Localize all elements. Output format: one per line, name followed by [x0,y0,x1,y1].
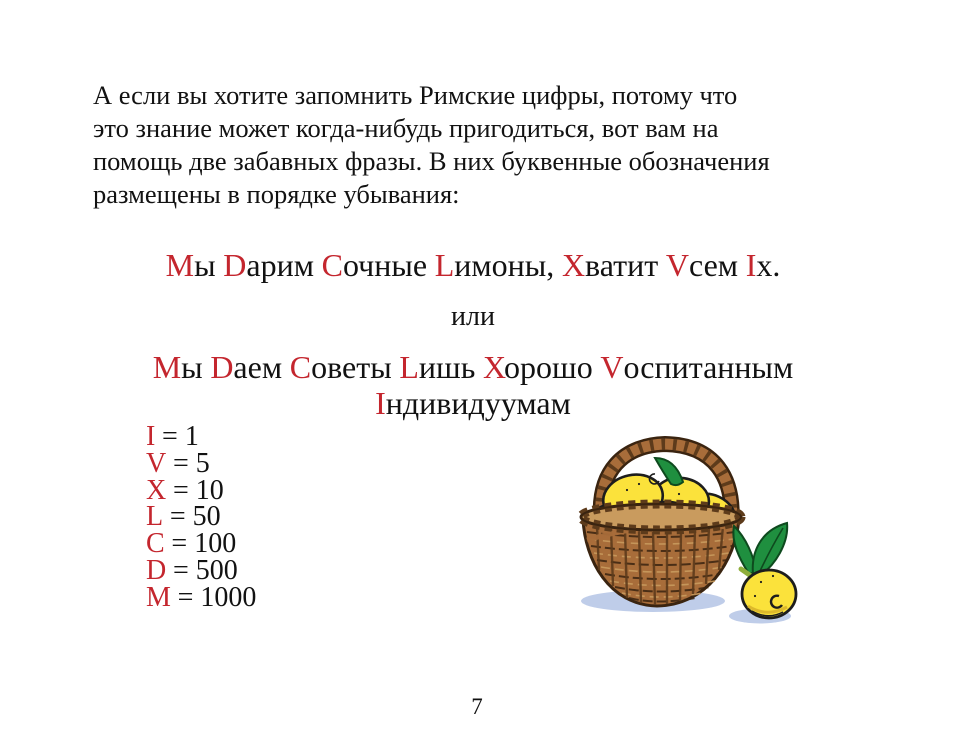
mnemonic-word [210,349,282,385]
word-rest: имоны, [454,247,555,283]
roman-letter-highlight: М [152,349,182,385]
roman-numeral-letter: I [146,421,156,452]
numeral-row [146,528,256,560]
mnemonic-word [166,247,216,284]
word-rest: арим [246,247,314,283]
roman-letter-highlight: Х [482,349,505,385]
mnemonic-word [153,349,203,385]
roman-numeral-letter: V [146,447,167,479]
separator-or: или [451,301,495,332]
roman-letter-highlight: L [399,349,419,385]
mnemonic-word [746,247,781,284]
mnemonic-word [600,349,793,385]
basket-bowl-icon [581,504,741,606]
word-rest: оспитанным [623,349,794,385]
roman-letter-highlight: С [289,349,312,385]
word-rest: очные [342,247,428,283]
mnemonic-word [223,247,314,284]
numeral-value: = 500 [172,554,238,586]
numeral-row [146,581,257,613]
roman-numeral-letter: X [146,474,167,506]
numeral-row [146,421,256,452]
paragraph-line: размещены в порядке убывания: [93,179,460,209]
paragraph-line: А если вы хотите запомнить Римские цифры, потому что [93,80,738,110]
numeral-row [146,501,256,533]
paragraph-line: помощь две забавных фразы. В них буквенные обозначения [93,146,770,176]
roman-letter-highlight: V [600,349,624,385]
mnemonic-phrase-2-line-2 [0,385,946,421]
mnemonic-phrase-2 [0,349,946,421]
roman-letter-highlight: D [223,247,247,283]
numeral-value: = 10 [172,474,224,506]
mnemonic-word [666,247,738,284]
word-rest: ы [181,349,203,385]
mnemonic-word [562,247,658,284]
leaf-icon [655,458,683,485]
mnemonic-phrase-2-line-1 [0,349,946,385]
intro-paragraph [93,79,770,211]
numeral-row [146,447,256,479]
numeral-value: = 1000 [177,581,257,613]
roman-letter-highlight: С [321,247,343,283]
single-lemon-icon [733,523,796,618]
roman-letter-highlight: L [434,247,455,283]
mnemonic-word [435,247,555,284]
word-rest: оветы [311,349,392,385]
roman-letter-highlight: I [745,247,757,283]
word-rest: ы [194,247,216,283]
roman-numeral-letter: C [146,528,165,560]
roman-letter-highlight: V [665,247,689,283]
numeral-value: = 50 [169,501,221,533]
roman-numeral-letter: M [146,581,171,613]
numeral-row [146,474,256,506]
numeral-value: = 1 [162,421,199,452]
mnemonic-phrase-1 [0,247,946,284]
mnemonic-word [375,385,571,421]
roman-letter-highlight: D [210,349,234,385]
roman-numeral-letter: L [146,501,164,533]
roman-letter-highlight: М [165,247,195,283]
roman-letter-highlight: Х [561,247,586,283]
word-rest: аем [233,349,283,385]
word-rest: сем [688,247,739,283]
mnemonic-word [322,247,427,284]
roman-numeral-letter: D [146,554,167,586]
basket-of-lemons-illustration [563,424,823,629]
mnemonic-word [483,349,593,385]
mnemonic-word [399,349,475,385]
paragraph-line: это знание может когда-нибудь пригодиться, вот вам на [93,113,719,143]
roman-letter-highlight: I [375,385,386,421]
word-rest: ватит [585,247,659,283]
numeral-value: = 5 [172,447,210,479]
word-rest: х. [756,247,781,283]
mnemonic-word [290,349,392,385]
numeral-row [146,554,256,586]
page-number: 7 [471,694,483,719]
word-rest: орошо [504,349,593,385]
numeral-value: = 100 [171,528,237,560]
numeral-list [146,421,257,613]
word-rest: ишь [418,349,476,385]
word-rest: ндивидуумам [385,385,571,421]
